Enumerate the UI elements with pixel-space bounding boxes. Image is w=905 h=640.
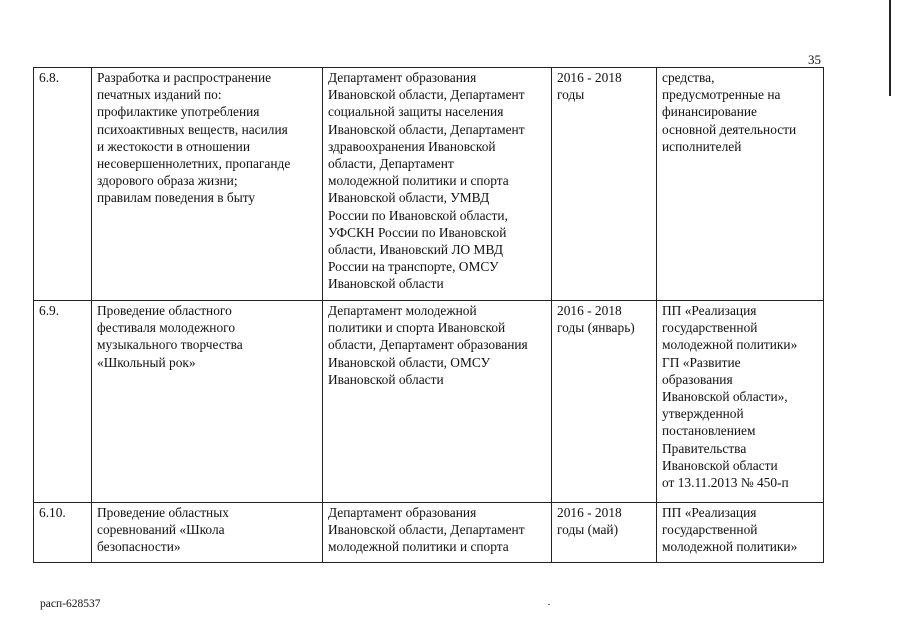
name-line: психоактивных веществ, насилия: [97, 121, 288, 137]
name-line: Разработка и распространение: [97, 70, 272, 85]
dates-line: годы (май): [557, 522, 619, 538]
executors-line: России на транспорте, ОМСУ: [328, 259, 499, 275]
name-line: и жестокости в отношении: [97, 138, 250, 154]
executors-line: Ивановской области: [328, 371, 444, 387]
name-line: несовершеннолетних, пропаганде: [97, 156, 291, 172]
financing-line: от 13.11.2013 № 450-п: [662, 475, 789, 491]
dates-line: 2016 - 2018: [557, 70, 622, 85]
name-line: печатных изданий по:: [97, 87, 222, 103]
financing-line: утвержденной: [662, 406, 744, 422]
item-number-cell: [34, 503, 92, 563]
item-number: 6.10.: [39, 505, 66, 520]
item-number: 6.8.: [39, 70, 60, 85]
executors-line: Департамент молодежной: [328, 303, 477, 318]
page-number: 35: [808, 52, 821, 67]
financing-line: постановлением: [662, 423, 756, 439]
financing-line: ПП «Реализация: [662, 303, 757, 318]
financing-line: образования: [662, 371, 733, 387]
document-code: расп-628537: [40, 598, 101, 610]
executors-line: политики и спорта Ивановской: [328, 320, 506, 336]
executors-line: Департамент образования: [328, 70, 477, 85]
executors-line: Ивановской области, Департамент: [328, 522, 525, 538]
financing-line: ПП «Реализация: [662, 505, 757, 520]
name-line: Проведение областных: [97, 505, 229, 520]
financing-line: основной деятельности: [662, 121, 797, 137]
name-line: Проведение областного: [97, 303, 232, 318]
activity-name-cell: [92, 301, 323, 503]
item-number: 6.9.: [39, 303, 60, 318]
name-line: профилактике употребления: [97, 104, 260, 120]
dates-cell: [552, 503, 657, 563]
financing-line: средства,: [662, 70, 715, 85]
name-line: здорового образа жизни;: [97, 173, 238, 189]
table-row: [34, 68, 824, 301]
financing-line: молодежной политики»: [662, 539, 798, 555]
financing-line: исполнителей: [662, 138, 742, 154]
table-row: [34, 503, 824, 563]
dates-line: годы: [557, 87, 585, 103]
dates-cell: [552, 301, 657, 503]
financing-cell: [657, 68, 824, 301]
financing-line: государственной: [662, 320, 758, 336]
executors-line: Ивановской области, ОМСУ: [328, 354, 491, 370]
financing-line: финансирование: [662, 104, 757, 120]
executors-line: Ивановской области, УМВД: [328, 190, 490, 206]
dates-cell: [552, 68, 657, 301]
executors-cell: [323, 68, 552, 301]
executors-line: молодежной политики и спорта: [328, 173, 509, 189]
financing-line: Ивановской области: [662, 457, 778, 473]
dates-line: 2016 - 2018: [557, 505, 622, 520]
name-line: фестиваля молодежного: [97, 320, 236, 336]
executors-line: области, Ивановский ЛО МВД: [328, 242, 504, 258]
executors-line: области, Департамент образования: [328, 337, 528, 353]
executors-cell: [323, 503, 552, 563]
financing-line: государственной: [662, 522, 758, 538]
name-line: музыкального творчества: [97, 337, 243, 353]
financing-cell: [657, 503, 824, 563]
name-line: «Школьный рок»: [97, 354, 196, 370]
activity-name-cell: [92, 503, 323, 563]
name-line: соревнований «Школа: [97, 522, 225, 538]
executors-cell: [323, 301, 552, 503]
financing-line: ГП «Развитие: [662, 354, 741, 370]
scan-dot: [548, 604, 550, 605]
activity-name-cell: [92, 68, 323, 301]
financing-line: Правительства: [662, 440, 747, 456]
financing-line: молодежной политики»: [662, 337, 798, 353]
financing-cell: [657, 301, 824, 503]
financing-line: Ивановской области»,: [662, 389, 788, 405]
item-number-cell: [34, 301, 92, 503]
executors-line: области, Департамент: [328, 156, 454, 172]
executors-line: России по Ивановской области,: [328, 207, 508, 223]
executors-line: молодежной политики и спорта: [328, 539, 509, 555]
financing-line: предусмотренные на: [662, 87, 781, 103]
executors-line: Ивановской области, Департамент: [328, 121, 525, 137]
executors-line: социальной защиты населения: [328, 104, 504, 120]
item-number-cell: [34, 68, 92, 301]
activities-table: [33, 67, 824, 563]
name-line: правилам поведения в быту: [97, 190, 256, 206]
dates-line: годы (январь): [557, 320, 635, 336]
name-line: безопасности»: [97, 539, 181, 555]
table-row: [34, 301, 824, 503]
executors-line: Ивановской области, Департамент: [328, 87, 525, 103]
dates-line: 2016 - 2018: [557, 303, 622, 318]
executors-line: УФСКН России по Ивановской: [328, 224, 507, 240]
executors-line: Ивановской области: [328, 276, 444, 292]
executors-line: Департамент образования: [328, 505, 477, 520]
page-edge-line: [889, 0, 891, 96]
executors-line: здравоохранения Ивановской: [328, 138, 496, 154]
